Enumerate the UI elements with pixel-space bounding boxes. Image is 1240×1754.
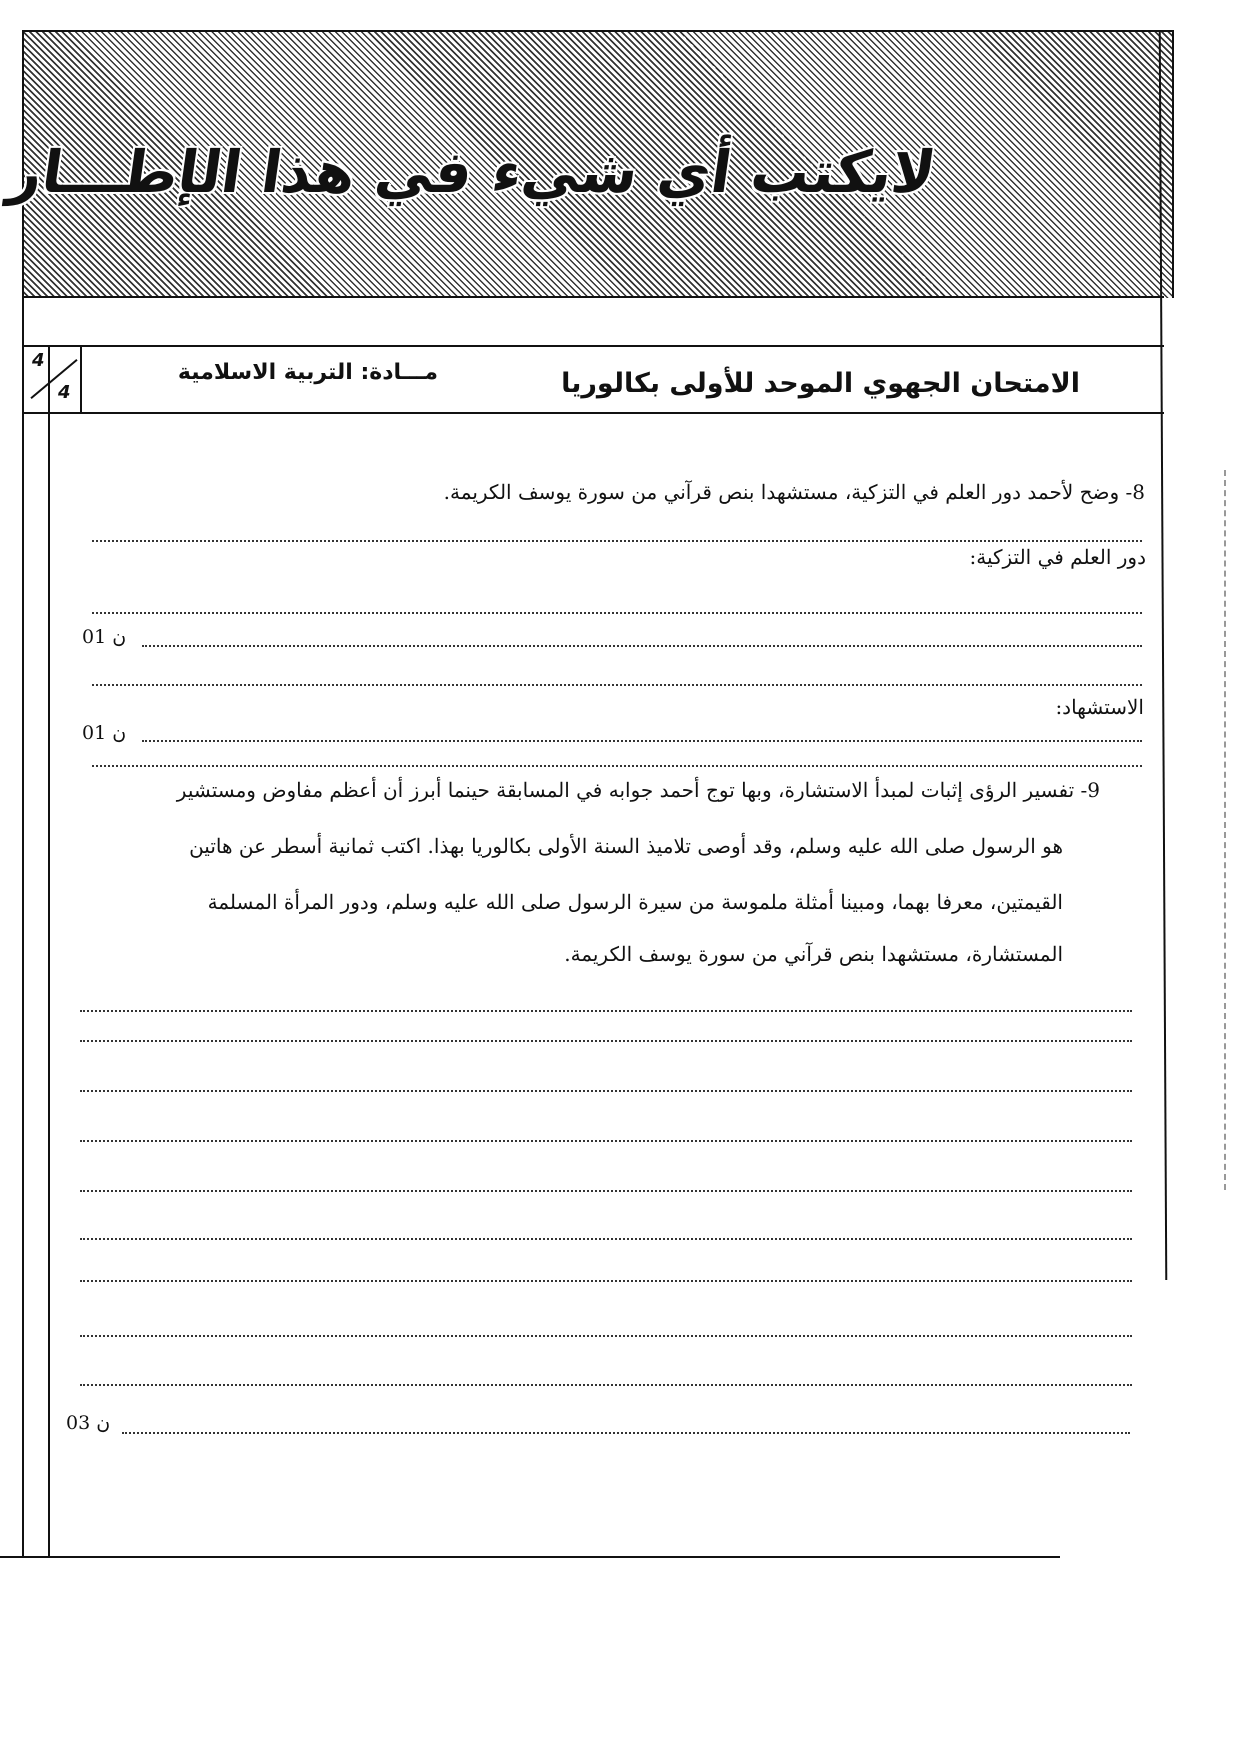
question-9-line-3: القيمتين، معرفا بهما، ومبينا أمثلة ملموسة من سيرة الرسول صلى الله عليه وسلم، ودور المرأة المسلمة	[207, 890, 1063, 914]
page-box-divider	[80, 345, 82, 413]
subject-label: مـــادة: التربية الاسلامية	[177, 360, 438, 385]
header-top-line	[22, 345, 1164, 347]
frame-margin-line	[48, 345, 50, 1556]
score-mark: 03 ن	[66, 1412, 111, 1434]
answer-line[interactable]	[80, 1190, 1132, 1192]
answer-line[interactable]	[92, 540, 1142, 542]
question-9-line-2: هو الرسول صلى الله عليه وسلم، وقد أوصى تلاميذ السنة الأولى بكالوريا بهذا. اكتب ثمانية أسطر عن هاتين	[189, 834, 1063, 858]
answer-line[interactable]	[142, 740, 1142, 742]
banner-bottom-line	[22, 296, 1164, 298]
answer-line[interactable]	[92, 684, 1142, 686]
frame-left-edge	[22, 296, 24, 1556]
answer-line[interactable]	[80, 1140, 1132, 1142]
answer-line[interactable]	[142, 645, 1142, 647]
answer-line[interactable]	[80, 1384, 1132, 1386]
answer-line[interactable]	[80, 1280, 1132, 1282]
exam-title: الامتحان الجهوي الموحد للأولى بكالوريا	[561, 368, 1080, 399]
question-9-line-1: 9- تفسير الرؤى إثبات لمبدأ الاستشارة، وبها توج أحمد جوابه في المسابقة حينما أبرز أن أعظم مفاوض ومستشير	[176, 778, 1100, 802]
header-bottom-line	[22, 412, 1164, 414]
field-label-citation: الاستشهاد:	[1055, 695, 1144, 719]
question-9-line-4: المستشارة، مستشهدا بنص قرآني من سورة يوسف الكريمة.	[564, 942, 1063, 966]
score-mark: 01 ن	[82, 626, 127, 648]
score-mark: 01 ن	[82, 722, 127, 744]
page-number: 4	[32, 350, 45, 371]
answer-line[interactable]	[80, 1238, 1132, 1240]
scan-edge-marks	[1222, 470, 1226, 1190]
answer-line[interactable]	[80, 1010, 1132, 1012]
answer-line[interactable]	[80, 1335, 1132, 1337]
answer-line[interactable]	[80, 1090, 1132, 1092]
answer-line[interactable]	[80, 1040, 1132, 1042]
field-label-knowledge-role: دور العلم في التزكية:	[969, 545, 1146, 569]
answer-line[interactable]	[122, 1432, 1130, 1434]
banner-title: لايكتب أي شيء في هذا الإطـــار	[4, 138, 940, 206]
question-8-prompt: 8- وضح لأحمد دور العلم في التزكية، مستشهدا بنص قرآني من سورة يوسف الكريمة.	[443, 480, 1145, 504]
answer-line[interactable]	[92, 612, 1142, 614]
page-total: 4	[58, 382, 71, 403]
frame-bottom-line	[0, 1556, 1060, 1558]
answer-line[interactable]	[92, 765, 1142, 767]
